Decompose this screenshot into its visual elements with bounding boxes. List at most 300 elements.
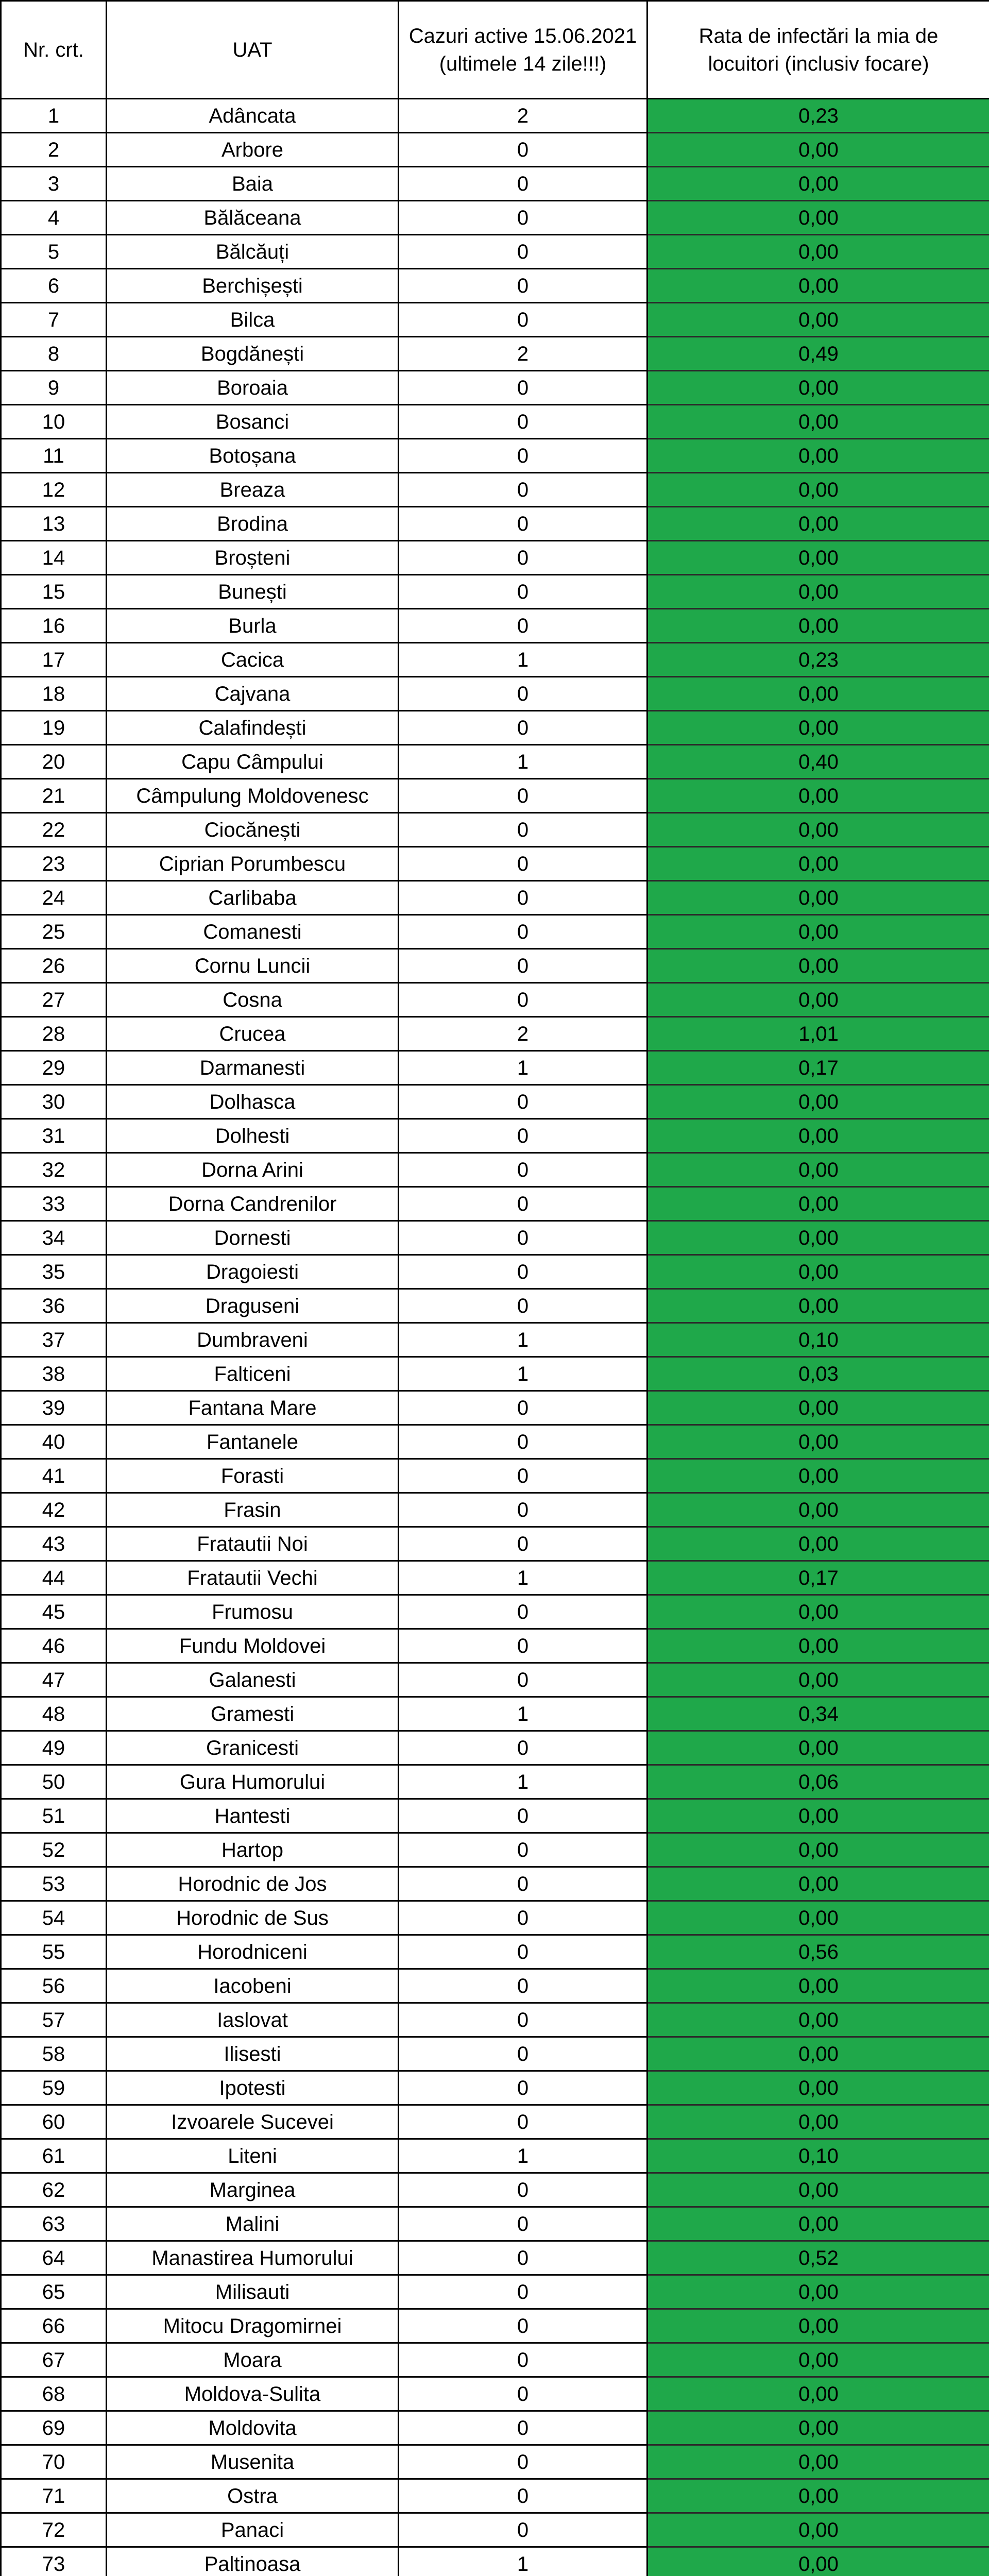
infection-rate: 0,00: [647, 1527, 989, 1561]
active-cases: 0: [399, 371, 647, 405]
table-row: [1, 1969, 989, 2003]
table-row: [1, 1289, 989, 1323]
row-number: 62: [1, 2173, 107, 2207]
infection-rate: 0,00: [647, 1255, 989, 1289]
infection-rate: 0,00: [647, 2275, 989, 2309]
uat-name: Granicesti: [107, 1731, 399, 1765]
uat-name: Ciprian Porumbescu: [107, 847, 399, 881]
infection-rate: 0,00: [647, 1085, 989, 1119]
table-row: [1, 1799, 989, 1833]
active-cases: 0: [399, 1629, 647, 1663]
uat-name: Malini: [107, 2207, 399, 2241]
infection-rate: 0,00: [647, 2037, 989, 2071]
infection-rate: 0,00: [647, 1459, 989, 1493]
row-number: 38: [1, 1357, 107, 1391]
row-number: 7: [1, 303, 107, 337]
active-cases: 0: [399, 2071, 647, 2105]
row-number: 35: [1, 1255, 107, 1289]
infection-rate: 0,00: [647, 1493, 989, 1527]
table-row: [1, 575, 989, 609]
infection-rate: 0,00: [647, 473, 989, 507]
uat-name: Forasti: [107, 1459, 399, 1493]
table-row: [1, 2479, 989, 2513]
uat-name: Gramesti: [107, 1697, 399, 1731]
uat-name: Berchișești: [107, 269, 399, 303]
row-number: 43: [1, 1527, 107, 1561]
uat-name: Gura Humorului: [107, 1765, 399, 1799]
active-cases: 0: [399, 1255, 647, 1289]
active-cases: 0: [399, 473, 647, 507]
row-number: 5: [1, 235, 107, 269]
table-row: [1, 133, 989, 167]
row-number: 10: [1, 405, 107, 439]
row-number: 56: [1, 1969, 107, 2003]
row-number: 25: [1, 915, 107, 949]
row-number: 29: [1, 1051, 107, 1085]
infection-rate: 0,00: [647, 1663, 989, 1697]
uat-name: Manastirea Humorului: [107, 2241, 399, 2275]
row-number: 69: [1, 2411, 107, 2445]
row-number: 4: [1, 201, 107, 235]
table-row: [1, 677, 989, 711]
active-cases: 0: [399, 2241, 647, 2275]
uat-name: Falticeni: [107, 1357, 399, 1391]
uat-name: Panaci: [107, 2513, 399, 2547]
table-row: [1, 1833, 989, 1867]
infection-rate: 0,49: [647, 337, 989, 371]
uat-name: Dumbraveni: [107, 1323, 399, 1357]
infection-rate: 0,00: [647, 2071, 989, 2105]
header-uat: UAT: [107, 1, 399, 99]
table-row: [1, 745, 989, 779]
table-row: [1, 1391, 989, 1425]
uat-name: Frasin: [107, 1493, 399, 1527]
table-row: [1, 371, 989, 405]
row-number: 21: [1, 779, 107, 813]
row-number: 37: [1, 1323, 107, 1357]
uat-name: Broșteni: [107, 541, 399, 575]
active-cases: 0: [399, 2037, 647, 2071]
table-row: [1, 2547, 989, 2576]
active-cases: 0: [399, 677, 647, 711]
active-cases: 0: [399, 1119, 647, 1153]
table-row: [1, 1629, 989, 1663]
table-row: [1, 541, 989, 575]
active-cases: 0: [399, 847, 647, 881]
uat-name: Ilisesti: [107, 2037, 399, 2071]
row-number: 71: [1, 2479, 107, 2513]
uat-name: Darmanesti: [107, 1051, 399, 1085]
row-number: 3: [1, 167, 107, 201]
table-row: [1, 1051, 989, 1085]
active-cases: 0: [399, 269, 647, 303]
row-number: 23: [1, 847, 107, 881]
infection-rate: 0,00: [647, 915, 989, 949]
infection-rate: 0,00: [647, 575, 989, 609]
infection-rate: 0,00: [647, 2309, 989, 2343]
infection-rate: 0,00: [647, 2003, 989, 2037]
active-cases: 1: [399, 745, 647, 779]
table-row: [1, 235, 989, 269]
uat-name: Breaza: [107, 473, 399, 507]
active-cases: 0: [399, 1731, 647, 1765]
table-row: [1, 1765, 989, 1799]
uat-name: Dolhasca: [107, 1085, 399, 1119]
active-cases: 0: [399, 1595, 647, 1629]
table-row: [1, 507, 989, 541]
table-row: [1, 2241, 989, 2275]
table-row: [1, 2071, 989, 2105]
active-cases: 1: [399, 2547, 647, 2576]
infection-rate: 0,52: [647, 2241, 989, 2275]
active-cases: 0: [399, 1901, 647, 1935]
uat-name: Bălcăuți: [107, 235, 399, 269]
active-cases: 0: [399, 1425, 647, 1459]
infection-rate: 0,00: [647, 1901, 989, 1935]
active-cases: 0: [399, 1799, 647, 1833]
uat-name: Burla: [107, 609, 399, 643]
active-cases: 0: [399, 1187, 647, 1221]
active-cases: 0: [399, 2377, 647, 2411]
header-row: [1, 1, 989, 99]
uat-name: Cajvana: [107, 677, 399, 711]
table-row: [1, 1187, 989, 1221]
uat-name: Dorna Arini: [107, 1153, 399, 1187]
row-number: 26: [1, 949, 107, 983]
row-number: 48: [1, 1697, 107, 1731]
row-number: 47: [1, 1663, 107, 1697]
uat-name: Cosna: [107, 983, 399, 1017]
active-cases: 0: [399, 2411, 647, 2445]
header-active-cases: [399, 1, 647, 99]
uat-name: Horodnic de Jos: [107, 1867, 399, 1901]
active-cases: 1: [399, 2139, 647, 2173]
row-number: 9: [1, 371, 107, 405]
row-number: 70: [1, 2445, 107, 2479]
uat-name: Fratautii Vechi: [107, 1561, 399, 1595]
active-cases: 0: [399, 2207, 647, 2241]
table-row: [1, 2105, 989, 2139]
infection-rate: 0,00: [647, 2173, 989, 2207]
infection-rate: 0,00: [647, 133, 989, 167]
active-cases: 0: [399, 1969, 647, 2003]
uat-name: Milisauti: [107, 2275, 399, 2309]
row-number: 17: [1, 643, 107, 677]
active-cases: 0: [399, 1289, 647, 1323]
infection-rate: 0,00: [647, 813, 989, 847]
infection-rate: 0,00: [647, 1221, 989, 1255]
table-row: [1, 2445, 989, 2479]
uat-name: Dolhesti: [107, 1119, 399, 1153]
infection-rate: 0,17: [647, 1051, 989, 1085]
active-cases: 0: [399, 2275, 647, 2309]
table-row: [1, 1017, 989, 1051]
active-cases: 0: [399, 1493, 647, 1527]
table-row: [1, 1255, 989, 1289]
table-row: [1, 2003, 989, 2037]
table-row: [1, 711, 989, 745]
uat-name: Adâncata: [107, 99, 399, 133]
row-number: 16: [1, 609, 107, 643]
table-row: [1, 2139, 989, 2173]
infection-rate: 0,00: [647, 1119, 989, 1153]
uat-name: Iaslovat: [107, 2003, 399, 2037]
row-number: 30: [1, 1085, 107, 1119]
uat-name: Dragoiesti: [107, 1255, 399, 1289]
infection-rate: 0,00: [647, 2547, 989, 2576]
active-cases: 0: [399, 1527, 647, 1561]
active-cases: 0: [399, 1663, 647, 1697]
row-number: 19: [1, 711, 107, 745]
infection-rate: 1,01: [647, 1017, 989, 1051]
row-number: 53: [1, 1867, 107, 1901]
infection-rate: 0,00: [647, 677, 989, 711]
infection-rate: 0,23: [647, 643, 989, 677]
uat-name: Bilca: [107, 303, 399, 337]
active-cases: 0: [399, 167, 647, 201]
uat-name: Calafindești: [107, 711, 399, 745]
infection-rate: 0,00: [647, 1595, 989, 1629]
active-cases: 0: [399, 2479, 647, 2513]
active-cases: 0: [399, 439, 647, 473]
uat-name: Fratautii Noi: [107, 1527, 399, 1561]
active-cases: 0: [399, 1391, 647, 1425]
table-row: [1, 1459, 989, 1493]
uat-name: Frumosu: [107, 1595, 399, 1629]
active-cases: 0: [399, 303, 647, 337]
table-row: [1, 949, 989, 983]
row-number: 20: [1, 745, 107, 779]
active-cases: 0: [399, 949, 647, 983]
table-row: [1, 1901, 989, 1935]
table-row: [1, 983, 989, 1017]
infection-rate: 0,00: [647, 269, 989, 303]
active-cases: 0: [399, 2105, 647, 2139]
uat-name: Paltinoasa: [107, 2547, 399, 2576]
active-cases: 0: [399, 1867, 647, 1901]
infection-rate: 0,00: [647, 983, 989, 1017]
table-row: [1, 167, 989, 201]
table-row: [1, 1527, 989, 1561]
table-row: [1, 201, 989, 235]
header-infection-rate-line2: locuitori (inclusiv focare): [708, 52, 929, 75]
infection-rate: 0,00: [647, 2411, 989, 2445]
infection-rate: 0,00: [647, 1153, 989, 1187]
uat-name: Horodnic de Sus: [107, 1901, 399, 1935]
uat-name: Cacica: [107, 643, 399, 677]
table-row: [1, 813, 989, 847]
active-cases: 0: [399, 1833, 647, 1867]
uat-name: Ipotesti: [107, 2071, 399, 2105]
active-cases: 0: [399, 1459, 647, 1493]
uat-name: Capu Câmpului: [107, 745, 399, 779]
active-cases: 0: [399, 2513, 647, 2547]
row-number: 34: [1, 1221, 107, 1255]
uat-name: Mitocu Dragomirnei: [107, 2309, 399, 2343]
table-row: [1, 1935, 989, 1969]
uat-name: Carlibaba: [107, 881, 399, 915]
active-cases: 0: [399, 2309, 647, 2343]
infection-rate: 0,00: [647, 371, 989, 405]
table-row: [1, 779, 989, 813]
table-row: [1, 1357, 989, 1391]
row-number: 66: [1, 2309, 107, 2343]
uat-name: Fundu Moldovei: [107, 1629, 399, 1663]
table-row: [1, 2275, 989, 2309]
uat-name: Horodniceni: [107, 1935, 399, 1969]
uat-name: Bunești: [107, 575, 399, 609]
uat-name: Câmpulung Moldovenesc: [107, 779, 399, 813]
infection-rate: 0,00: [647, 303, 989, 337]
infection-rate: 0,00: [647, 1629, 989, 1663]
active-cases: 0: [399, 1221, 647, 1255]
uat-name: Draguseni: [107, 1289, 399, 1323]
table-row: [1, 2037, 989, 2071]
uat-name: Fantana Mare: [107, 1391, 399, 1425]
row-number: 40: [1, 1425, 107, 1459]
infection-rate: 0,00: [647, 2479, 989, 2513]
infection-rate: 0,00: [647, 2377, 989, 2411]
table-row: [1, 1663, 989, 1697]
active-cases: 0: [399, 2003, 647, 2037]
active-cases: 1: [399, 1051, 647, 1085]
row-number: 22: [1, 813, 107, 847]
table-row: [1, 609, 989, 643]
infection-rate: 0,06: [647, 1765, 989, 1799]
infection-rate: 0,00: [647, 235, 989, 269]
uat-name: Brodina: [107, 507, 399, 541]
uat-name: Crucea: [107, 1017, 399, 1051]
row-number: 32: [1, 1153, 107, 1187]
table-row: [1, 1595, 989, 1629]
infection-rate: 0,10: [647, 1323, 989, 1357]
uat-name: Marginea: [107, 2173, 399, 2207]
infection-rate: 0,00: [647, 847, 989, 881]
infection-rate: 0,00: [647, 881, 989, 915]
infection-rate: 0,03: [647, 1357, 989, 1391]
uat-name: Izvoarele Sucevei: [107, 2105, 399, 2139]
table-row: [1, 1731, 989, 1765]
infection-rate: 0,17: [647, 1561, 989, 1595]
uat-name: Boroaia: [107, 371, 399, 405]
table-row: [1, 2309, 989, 2343]
row-number: 49: [1, 1731, 107, 1765]
uat-name: Moldova-Sulita: [107, 2377, 399, 2411]
row-number: 1: [1, 99, 107, 133]
uat-name: Moara: [107, 2343, 399, 2377]
row-number: 33: [1, 1187, 107, 1221]
infection-rate: 0,00: [647, 1799, 989, 1833]
active-cases: 0: [399, 813, 647, 847]
infection-rate: 0,00: [647, 405, 989, 439]
table-row: [1, 2173, 989, 2207]
row-number: 12: [1, 473, 107, 507]
row-number: 59: [1, 2071, 107, 2105]
uat-name: Ostra: [107, 2479, 399, 2513]
active-cases: 0: [399, 133, 647, 167]
infection-rate: 0,00: [647, 167, 989, 201]
active-cases: 0: [399, 235, 647, 269]
uat-name: Cornu Luncii: [107, 949, 399, 983]
row-number: 64: [1, 2241, 107, 2275]
row-number: 14: [1, 541, 107, 575]
table-row: [1, 337, 989, 371]
row-number: 28: [1, 1017, 107, 1051]
infection-rate: 0,00: [647, 541, 989, 575]
row-number: 58: [1, 2037, 107, 2071]
active-cases: 0: [399, 2173, 647, 2207]
row-number: 61: [1, 2139, 107, 2173]
uat-name: Ciocănești: [107, 813, 399, 847]
active-cases: 1: [399, 643, 647, 677]
row-number: 68: [1, 2377, 107, 2411]
row-number: 11: [1, 439, 107, 473]
active-cases: 0: [399, 2343, 647, 2377]
active-cases: 0: [399, 983, 647, 1017]
uat-name: Dornesti: [107, 1221, 399, 1255]
uat-name: Musenita: [107, 2445, 399, 2479]
infection-rate: 0,00: [647, 507, 989, 541]
row-number: 51: [1, 1799, 107, 1833]
uat-name: Liteni: [107, 2139, 399, 2173]
infection-rate: 0,00: [647, 1867, 989, 1901]
active-cases: 0: [399, 779, 647, 813]
table-row: [1, 1119, 989, 1153]
active-cases: 0: [399, 881, 647, 915]
uat-name: Bosanci: [107, 405, 399, 439]
table-row: [1, 1697, 989, 1731]
row-number: 65: [1, 2275, 107, 2309]
infection-rate: 0,56: [647, 1935, 989, 1969]
table-row: [1, 847, 989, 881]
row-number: 24: [1, 881, 107, 915]
table-row: [1, 269, 989, 303]
row-number: 8: [1, 337, 107, 371]
row-number: 60: [1, 2105, 107, 2139]
infection-rate: 0,34: [647, 1697, 989, 1731]
uat-name: Dorna Candrenilor: [107, 1187, 399, 1221]
infection-rate: 0,00: [647, 201, 989, 235]
infection-rate: 0,00: [647, 1391, 989, 1425]
table-row: [1, 439, 989, 473]
table-row: [1, 1561, 989, 1595]
row-number: 42: [1, 1493, 107, 1527]
active-cases: 0: [399, 2445, 647, 2479]
row-number: 6: [1, 269, 107, 303]
table-row: [1, 1867, 989, 1901]
uat-name: Moldovita: [107, 2411, 399, 2445]
row-number: 15: [1, 575, 107, 609]
header-active-cases-line1: Cazuri active 15.06.2021: [408, 24, 637, 47]
infection-rate: 0,00: [647, 2207, 989, 2241]
table-row: [1, 2343, 989, 2377]
table-row: [1, 99, 989, 133]
active-cases: 1: [399, 1561, 647, 1595]
header-nr-crt: Nr. crt.: [1, 1, 107, 99]
infection-rate: 0,00: [647, 779, 989, 813]
active-cases: 1: [399, 1357, 647, 1391]
table-row: [1, 405, 989, 439]
row-number: 46: [1, 1629, 107, 1663]
active-cases: 1: [399, 1697, 647, 1731]
uat-name: Galanesti: [107, 1663, 399, 1697]
row-number: 18: [1, 677, 107, 711]
active-cases: 0: [399, 201, 647, 235]
active-cases: 1: [399, 1323, 647, 1357]
header-infection-rate-line1: Rata de infectări la mia de: [698, 24, 939, 47]
row-number: 36: [1, 1289, 107, 1323]
table-row: [1, 2411, 989, 2445]
